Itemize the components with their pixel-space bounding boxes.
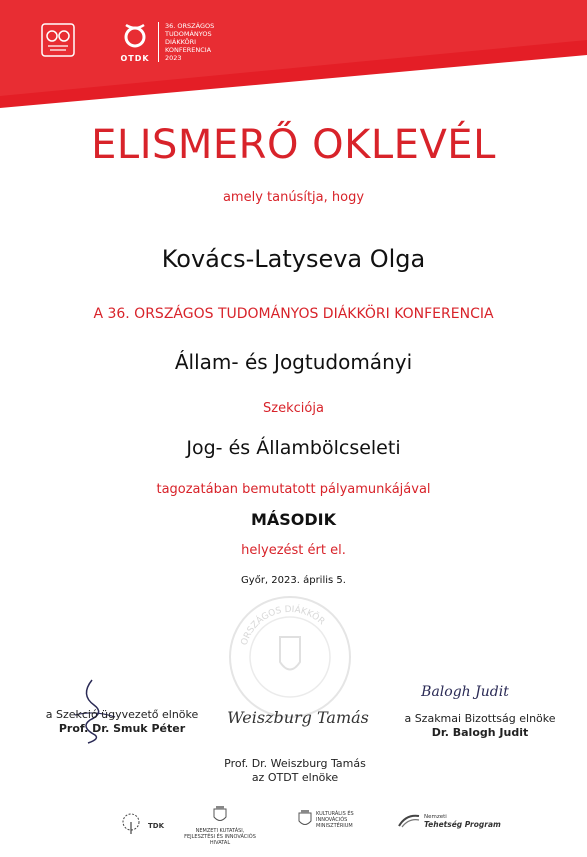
conference-label (158, 22, 235, 62)
nkfih-label: NEMZETI KUTATÁSI, FEJLESZTÉSI ÉS INNOVÁCIÓS HIVATAL (184, 828, 256, 846)
hungarian-coat-of-arms-icon (213, 806, 227, 826)
university-crest-icon (40, 22, 76, 58)
place-label: helyezést ért el. (241, 543, 346, 558)
signer-name: Prof. Dr. Smuk Péter (58, 722, 186, 735)
ntp-swoosh-icon (398, 812, 420, 830)
certificate-title: ELISMERŐ OKLEVÉL (91, 122, 496, 168)
signature-right-handwriting: Balogh Judit (421, 684, 509, 700)
header-logos (40, 22, 235, 63)
sponsor-ntp (398, 812, 501, 830)
ntp-label: Tehetség Program (424, 820, 501, 829)
signature-center-handwriting: Weiszburg Tamás (227, 708, 369, 727)
conference-line: 36. ORSZÁGOS (165, 22, 215, 30)
sponsor-kim (298, 810, 378, 830)
signer-role: az OTDT elnöke (251, 771, 339, 784)
sponsor-logos (0, 800, 587, 850)
place-award: MÁSODIK (250, 510, 337, 529)
conference-line: 2023 (165, 54, 182, 62)
embossed-seal (225, 592, 355, 722)
ntp-small-label: Nemzeti (424, 814, 447, 820)
conference-name: A 36. ORSZÁGOS TUDOMÁNYOS DIÁKKÖRI KONFERENCIA (93, 306, 494, 322)
signer-role: a Szakmai Bizottság elnöke (404, 712, 556, 725)
signer-name: Prof. Dr. Weiszburg Tamás (224, 757, 366, 770)
subtitle: amely tanúsítja, hogy (222, 190, 365, 205)
recipient-name: Kovács-Latyseva Olga (161, 245, 426, 273)
conference-line: TUDOMÁNYOS (165, 30, 212, 38)
subsection-name: Jog- és Állambölcseleti (186, 437, 401, 459)
conference-line: KONFERENCIA (165, 46, 212, 54)
sponsor-tdk (118, 812, 164, 840)
hungarian-coat-of-arms-icon (298, 810, 312, 830)
tdk-tree-icon (118, 812, 144, 840)
sponsor-nkfih (180, 806, 260, 846)
section-label: Szekciója (263, 401, 324, 416)
signature-center (200, 757, 390, 785)
conference-line: DIÁKKÖRI (165, 38, 197, 46)
kim-label: KULTURÁLIS ÉS INNOVÁCIÓS MINISZTÉRIUM (316, 811, 354, 829)
signature-right (385, 712, 575, 740)
signer-name: Dr. Balogh Judit (431, 726, 529, 739)
otdk-emblem-icon (120, 22, 150, 52)
otdk-acronym: OTDK (120, 54, 150, 63)
section-name: Állam- és Jogtudományi (174, 350, 413, 374)
subsection-label: tagozatában bemutatott pályamunkájával (156, 482, 431, 497)
signature-left (22, 708, 222, 736)
signer-role: a Szekció ügyvezető elnöke (45, 708, 199, 721)
tdk-label: TDK (148, 822, 165, 830)
date-place: Győr, 2023. április 5. (241, 575, 346, 586)
seal-text: ORSZÁGOS DIÁKKÖR (239, 604, 327, 647)
otdk-logo (120, 22, 235, 63)
